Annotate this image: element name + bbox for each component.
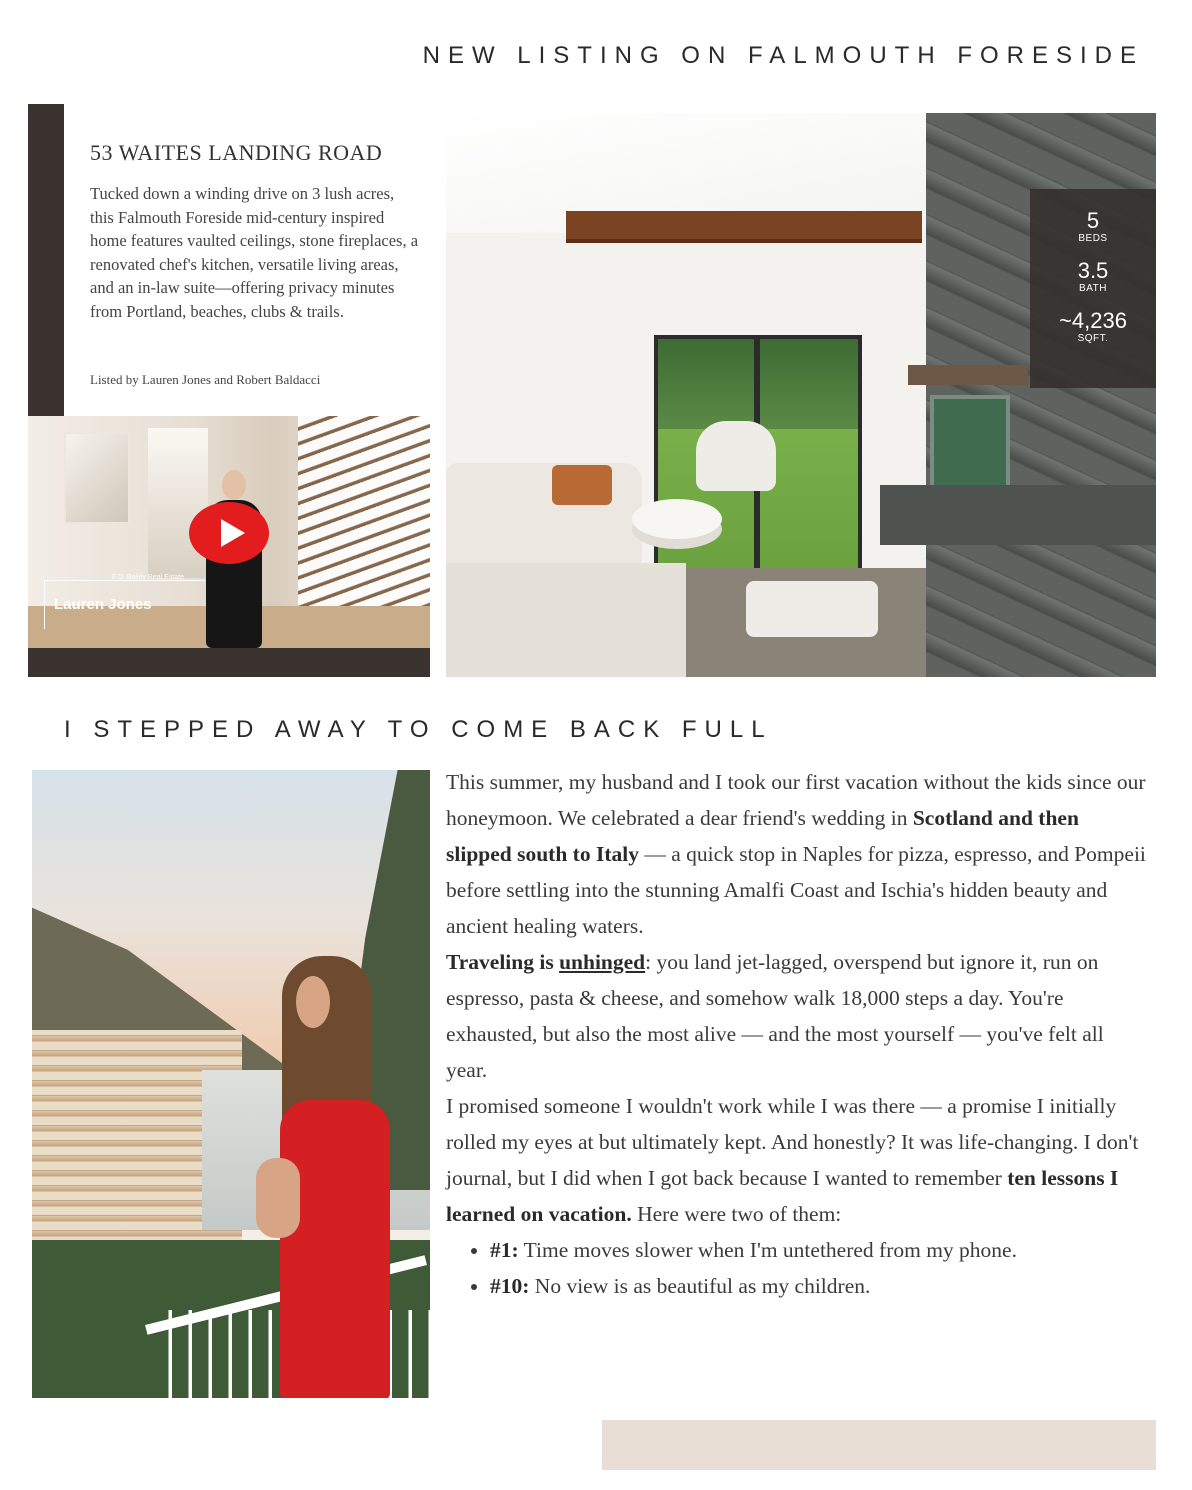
p1-bold: Scotland and then slipped south to Italy <box>446 806 1079 866</box>
brokerage-label: F.O. Bailey Real Estate <box>112 574 184 581</box>
accent-bar-bottom <box>28 648 430 677</box>
sofa-chaise <box>446 563 686 677</box>
p2-bold: Traveling is <box>446 950 560 974</box>
listing-address: 53 WAITES LANDING ROAD <box>90 140 383 165</box>
ottoman <box>746 581 878 637</box>
p1-text: This summer, my husband and I took our first vacation without the kids since our honeymoon. We celebrated a dear friend's wedding in <box>446 770 1146 830</box>
hearth <box>880 485 1156 545</box>
lesson-number: #10: <box>490 1274 530 1298</box>
lesson-text: Time moves slower when I'm untethered from my phone. <box>518 1238 1017 1262</box>
p1-text-end: — a quick stop in Naples for pizza, espresso, and Pompeii before settling into the stunning Amalfi Coast and Ischia's hidden beauty and ancient healing waters. <box>446 842 1146 938</box>
property-stats <box>1030 189 1156 388</box>
wood-beam <box>566 211 922 239</box>
agent-head <box>222 470 246 500</box>
lesson-number: #1: <box>490 1238 519 1262</box>
lesson-text: No view is as beautiful as my children. <box>529 1274 871 1298</box>
pillow <box>552 465 612 505</box>
agent-name: Lauren Jones <box>54 596 152 613</box>
article-paragraph-3 <box>446 1088 1146 1232</box>
lounge-chair <box>696 421 776 491</box>
p3-text: I promised someone I wouldn't work while I was there — a promise I initially rolled my eyes at but ultimately kept. And honestly? It was life-changing. I don't journal, but I did when I got back because I wanted to remember <box>446 1094 1139 1190</box>
bath-label: BATH <box>1079 283 1107 294</box>
listing-agents: Listed by Lauren Jones and Robert Baldacci <box>90 372 321 387</box>
p3-bold: ten lessons I learned on vacation. <box>446 1166 1119 1226</box>
bath-value: 3.5 <box>1077 258 1109 283</box>
list-item <box>490 1232 1146 1268</box>
listing-heading: NEW LISTING ON FALMOUTH FORESIDE <box>422 42 1144 69</box>
sqft-label: SQFT. <box>1077 333 1109 344</box>
amalfi-coast-photo <box>32 770 430 1398</box>
wall-art <box>64 432 130 524</box>
woman-arm <box>256 1158 300 1238</box>
lessons-list <box>446 1232 1146 1304</box>
fireplace <box>930 395 1010 495</box>
red-dress <box>280 1100 390 1398</box>
footer-block <box>602 1420 1156 1470</box>
article-paragraph-1 <box>446 764 1146 944</box>
mantel <box>908 365 1028 385</box>
beds-label: BEDS <box>1078 233 1108 244</box>
woman-face <box>296 976 330 1028</box>
sqft-value: ~4,236 <box>1059 308 1127 333</box>
listing-description: Tucked down a winding drive on 3 lush acres, this Falmouth Foreside mid-century inspired home features vaulted ceilings, stone fireplaces, a renovated chef's kitchen, versatile living areas, and an in-law suite—offering privacy minutes from Portland, beaches, clubs & trails. <box>90 184 419 321</box>
p2-underlined: unhinged <box>559 950 646 974</box>
video-thumbnail[interactable] <box>28 416 430 648</box>
coffee-table <box>632 499 722 539</box>
list-item <box>490 1268 1146 1304</box>
p2-text: : you land jet-lagged, overspend but ignore it, run on espresso, pasta & cheese, and somehow walk 18,000 steps a day. You're exhausted, but also the most alive — and the most yourself — you've felt all year. <box>446 950 1104 1082</box>
p3-text-end: Here were two of them: <box>631 1202 842 1226</box>
play-icon[interactable] <box>189 502 269 564</box>
article-heading: I STEPPED AWAY TO COME BACK FULL <box>64 716 773 743</box>
article-paragraph-2 <box>446 944 1146 1088</box>
beds-value: 5 <box>1086 208 1100 233</box>
article-body <box>446 764 1146 1304</box>
